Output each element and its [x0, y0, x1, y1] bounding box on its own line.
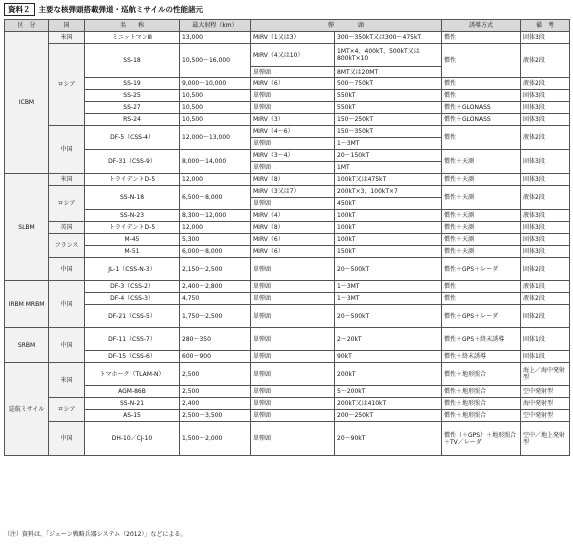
table-cell: 2,500	[180, 386, 251, 398]
table-cell: DH-10／CJ-10	[85, 422, 180, 456]
table-cell: 慣性	[442, 44, 521, 78]
table-cell: 単弾頭	[251, 293, 335, 305]
table-row	[5, 210, 570, 222]
table-cell: MIRV（8）	[251, 174, 335, 186]
table-cell: 単弾頭	[251, 305, 335, 328]
header-remarks: 備 考	[521, 20, 570, 32]
table-cell: 200kT	[335, 363, 442, 386]
table-cell: 8MT又は20MT	[335, 67, 442, 78]
table-cell: MIRV（1又は3）	[251, 32, 335, 44]
header-name: 名 称	[85, 20, 180, 32]
table-cell: 10,500～16,000	[180, 44, 251, 78]
table-row	[5, 90, 570, 102]
table-cell: 450kT	[335, 198, 442, 210]
table-cell: 5,300	[180, 234, 251, 246]
table-cell: 単弾頭	[251, 410, 335, 422]
table-cell: 10,500	[180, 114, 251, 126]
table-cell: SS-25	[85, 90, 180, 102]
table-cell: 8,000～14,000	[180, 150, 251, 174]
table-cell: 慣性＋GPS＋レーダ	[442, 258, 521, 281]
table-cell: 6,500～8,000	[180, 186, 251, 210]
title-tag: 資料２	[4, 3, 35, 16]
table-cell: 単弾頭	[251, 398, 335, 410]
table-cell: 単弾頭	[251, 258, 335, 281]
table-cell: 単弾頭	[251, 328, 335, 351]
table-cell: SS-N-18	[85, 186, 180, 210]
table-cell: 150～250kT	[335, 114, 442, 126]
table-cell: ロシア	[49, 186, 85, 222]
table-cell: 1～3MT	[335, 293, 442, 305]
table-cell: 5～200kT	[335, 386, 442, 398]
table-cell: トマホーク（TLAM-N）	[85, 363, 180, 386]
table-cell: 1～3MT	[335, 138, 442, 150]
table-cell: 550kT	[335, 102, 442, 114]
table-cell: 200～250kT	[335, 410, 442, 422]
table-cell: SLBM	[5, 174, 49, 281]
table-cell: 20～90kT	[335, 422, 442, 456]
table-cell: SS-N-21	[85, 398, 180, 410]
table-cell: 中国	[49, 258, 85, 281]
table-cell: 単弾頭	[251, 162, 335, 174]
table-cell: AS-15	[85, 410, 180, 422]
table-cell: 慣性	[442, 126, 521, 150]
table-cell: 単弾頭	[251, 90, 335, 102]
table-row	[5, 328, 570, 351]
table-cell: MIRV（3）	[251, 114, 335, 126]
table-cell: 200kT又は410kT	[335, 398, 442, 410]
table-cell: M-51	[85, 246, 180, 258]
table-cell: フランス	[49, 234, 85, 258]
table-cell: MIRV（4～6）	[251, 126, 335, 138]
table-cell: 米国	[49, 32, 85, 44]
table-cell: トライデントD-5	[85, 174, 180, 186]
table-cell: 海上／海中発射型	[521, 363, 570, 386]
table-cell: 2～20kT	[335, 328, 442, 351]
table-cell: 慣性＋GPS＋レーダ	[442, 305, 521, 328]
table-cell: 液体2段	[521, 44, 570, 78]
table-row	[5, 114, 570, 126]
table-row	[5, 293, 570, 305]
table-cell: 4,750	[180, 293, 251, 305]
table-row	[5, 422, 570, 456]
table-cell: 慣性＋地形照合	[442, 386, 521, 398]
table-cell: 200kT×3、100kT×7	[335, 186, 442, 198]
table-cell: 固体3段	[521, 246, 570, 258]
table-cell: SS-N-23	[85, 210, 180, 222]
table-cell: 海中発射型	[521, 398, 570, 410]
table-cell: 慣性＋天測	[442, 234, 521, 246]
header-warhead: 弾 頭	[251, 20, 442, 32]
table-cell: MIRV（6）	[251, 78, 335, 90]
table-cell: 中国	[49, 328, 85, 363]
table-cell: 単弾頭	[251, 281, 335, 293]
table-cell: 固体2段	[521, 305, 570, 328]
table-cell: 固体3段	[521, 174, 570, 186]
table-cell: 100kT	[335, 210, 442, 222]
table-cell: 米国	[49, 174, 85, 186]
table-cell: 単弾頭	[251, 198, 335, 210]
table-cell: 100kT	[335, 222, 442, 234]
table-cell: MIRV（3又は7）	[251, 186, 335, 198]
table-cell: SS-19	[85, 78, 180, 90]
table-cell: ミニットマンⅢ	[85, 32, 180, 44]
table-row	[5, 78, 570, 90]
table-cell: ICBM	[5, 32, 49, 174]
table-cell: 慣性＋GLONASS	[442, 102, 521, 114]
table-cell: 90kT	[335, 351, 442, 363]
table-cell: 2,400～2,800	[180, 281, 251, 293]
table-body	[5, 32, 570, 456]
table-row	[5, 186, 570, 198]
table-cell: 慣性	[442, 293, 521, 305]
table-cell: 9,000～10,000	[180, 78, 251, 90]
table-cell: AGM-86B	[85, 386, 180, 398]
table-cell: 慣性＋地形照合	[442, 398, 521, 410]
table-row	[5, 305, 570, 328]
table-cell: 20～500kT	[335, 305, 442, 328]
table-cell: 空中／地上発射型	[521, 422, 570, 456]
table-cell: 単弾頭	[251, 351, 335, 363]
table-cell: 慣性＋地形照合	[442, 410, 521, 422]
table-cell: 300～350kT又は300～475kT	[335, 32, 442, 44]
table-cell: 空中発射型	[521, 386, 570, 398]
table-cell: 1MT×4、400kT、500kT又は800kT×10	[335, 44, 442, 67]
table-cell: 固体3段	[521, 90, 570, 102]
table-cell: 500～750kT	[335, 78, 442, 90]
table-cell: MIRV（3～4）	[251, 150, 335, 162]
table-cell: 英国	[49, 222, 85, 234]
table-cell: 慣性＋天測	[442, 210, 521, 222]
table-cell: MIRV（6）	[251, 246, 335, 258]
table-cell: 280～350	[180, 328, 251, 351]
table-cell: 液体2段	[521, 126, 570, 150]
table-cell: 慣性＋地形照合	[442, 363, 521, 386]
table-cell: 中国	[49, 126, 85, 174]
table-cell: 1,500～2,000	[180, 422, 251, 456]
table-cell: 単弾頭	[251, 102, 335, 114]
table-row	[5, 32, 570, 44]
document-title: 主要な核弾頭搭載弾道・巡航ミサイルの性能諸元	[38, 5, 203, 14]
table-cell: 固体3段	[521, 150, 570, 174]
table-header-row	[5, 20, 570, 32]
header-category: 区 分	[5, 20, 49, 32]
table-cell: DF-15（CSS-6）	[85, 351, 180, 363]
table-row	[5, 410, 570, 422]
table-row	[5, 126, 570, 138]
table-cell: DF-4（CSS-3）	[85, 293, 180, 305]
table-cell: 単弾頭	[251, 138, 335, 150]
table-row	[5, 258, 570, 281]
table-cell: 巡航ミサイル	[5, 363, 49, 456]
table-row	[5, 174, 570, 186]
table-cell: トライデントD-5	[85, 222, 180, 234]
table-cell: SS-27	[85, 102, 180, 114]
table-cell: 固体3段	[521, 32, 570, 44]
table-cell: RS-24	[85, 114, 180, 126]
table-cell: 1MT	[335, 162, 442, 174]
table-row	[5, 150, 570, 162]
table-cell: 8,300～12,000	[180, 210, 251, 222]
table-cell: 固体2段	[521, 258, 570, 281]
table-cell: DF-31（CSS-9）	[85, 150, 180, 174]
table-cell: ロシア	[49, 398, 85, 422]
table-cell: 固体3段	[521, 114, 570, 126]
table-cell: 600～900	[180, 351, 251, 363]
table-row	[5, 351, 570, 363]
table-cell: 米国	[49, 363, 85, 398]
table-cell: 550kT	[335, 90, 442, 102]
table-cell: IRBM MRBM	[5, 281, 49, 328]
table-cell: 固体1段	[521, 328, 570, 351]
table-cell: 液体2段	[521, 186, 570, 210]
table-cell: 10,500	[180, 90, 251, 102]
table-cell: MIRV（8）	[251, 222, 335, 234]
table-cell: 6,000～8,000	[180, 246, 251, 258]
table-cell: 慣性	[442, 78, 521, 90]
table-cell: 20～150kT	[335, 150, 442, 162]
table-cell: 10,500	[180, 102, 251, 114]
table-cell: 2,150～2,500	[180, 258, 251, 281]
table-cell: DF-11（CSS-7）	[85, 328, 180, 351]
table-row	[5, 102, 570, 114]
header-country: 国	[49, 20, 85, 32]
table-cell: MIRV（4又は10）	[251, 44, 335, 67]
table-cell: 固体3段	[521, 222, 570, 234]
table-cell: 単弾頭	[251, 386, 335, 398]
table-cell: 液体3段	[521, 210, 570, 222]
table-cell: 慣性＋GPS＋終末誘導	[442, 328, 521, 351]
table-cell: 単弾頭	[251, 363, 335, 386]
table-cell: DF-5（CSS-4）	[85, 126, 180, 150]
table-cell: 単弾頭	[251, 422, 335, 456]
table-cell: 100kT又は475kT	[335, 174, 442, 186]
table-cell: DF-21（CSS-5）	[85, 305, 180, 328]
header-range: 最大射程（km）	[180, 20, 251, 32]
table-row	[5, 398, 570, 410]
table-cell: 150kT	[335, 246, 442, 258]
table-cell: MIRV（4）	[251, 210, 335, 222]
table-row	[5, 44, 570, 67]
table-cell: 中国	[49, 281, 85, 328]
table-cell: M-45	[85, 234, 180, 246]
header-guidance: 誘導方式	[442, 20, 521, 32]
table-row	[5, 281, 570, 293]
table-cell: 慣性＋天測	[442, 174, 521, 186]
table-cell: SS-18	[85, 44, 180, 78]
table-cell: 空中発射型	[521, 410, 570, 422]
title-bar	[4, 3, 203, 16]
table-cell: 12,000～13,000	[180, 126, 251, 150]
table-cell: 慣性	[442, 32, 521, 44]
table-cell: 12,000	[180, 222, 251, 234]
table-cell: 液体1段	[521, 281, 570, 293]
table-cell: 2,500	[180, 363, 251, 386]
table-cell: 中国	[49, 422, 85, 456]
table-cell: 150～350kT	[335, 126, 442, 138]
table-row	[5, 386, 570, 398]
table-row	[5, 222, 570, 234]
table-cell: 2,500～3,500	[180, 410, 251, 422]
table-cell: 慣性	[442, 281, 521, 293]
table-cell: MIRV（6）	[251, 234, 335, 246]
table-cell: 慣性	[442, 90, 521, 102]
table-row	[5, 363, 570, 386]
table-cell: 慣性＋天測	[442, 150, 521, 174]
table-cell: JL-1（CSS-N-3）	[85, 258, 180, 281]
table-cell: 慣性（＋GPS）＋地形照合＋TV／レーダ	[442, 422, 521, 456]
source-note: （注）資料は、「ジェーン戦略兵器システム（2012）」などによる。	[4, 531, 187, 538]
table-cell: 慣性＋天測	[442, 222, 521, 234]
table-cell: SRBM	[5, 328, 49, 363]
table-cell: 13,000	[180, 32, 251, 44]
table-cell: 慣性＋天測	[442, 186, 521, 210]
table-cell: 12,000	[180, 174, 251, 186]
table-cell: 慣性＋終末誘導	[442, 351, 521, 363]
table-cell: DF-3（CSS-2）	[85, 281, 180, 293]
table-cell: 液体2段	[521, 293, 570, 305]
table-cell: 100kT	[335, 234, 442, 246]
table-cell: 1～3MT	[335, 281, 442, 293]
table-cell: 20～500kT	[335, 258, 442, 281]
table-row	[5, 234, 570, 246]
table-cell: 固体3段	[521, 234, 570, 246]
table-cell: ロシア	[49, 44, 85, 126]
table-cell: 単弾頭	[251, 67, 335, 78]
missile-spec-table	[4, 19, 570, 456]
table-cell: 慣性＋天測	[442, 246, 521, 258]
table-cell: 慣性＋GLONASS	[442, 114, 521, 126]
table-cell: 固体1段	[521, 351, 570, 363]
table-row	[5, 246, 570, 258]
table-cell: 2,400	[180, 398, 251, 410]
table-cell: 液体2段	[521, 78, 570, 90]
table-cell: 1,750～2,500	[180, 305, 251, 328]
table-cell: 固体3段	[521, 102, 570, 114]
